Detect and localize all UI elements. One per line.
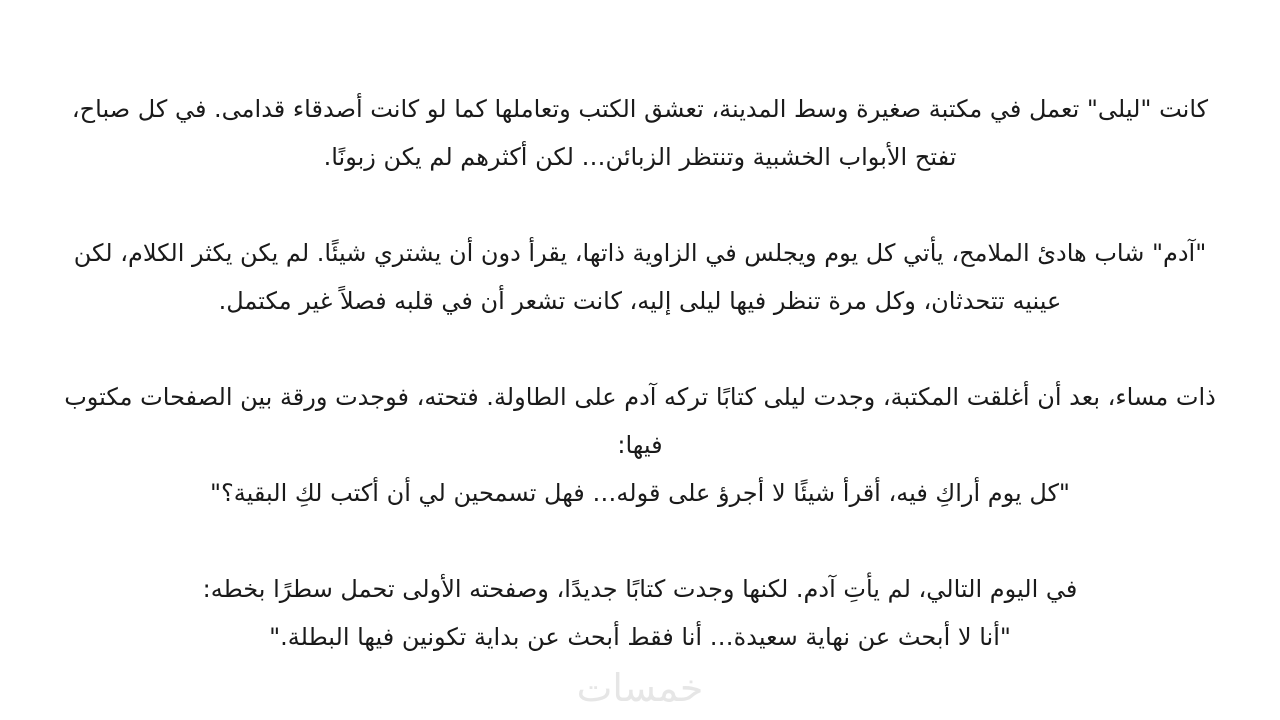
paragraph-3-line-1: ذات مساء، بعد أن أغلقت المكتبة، وجدت ليلى كتابًا تركه آدم على الطاولة. فتحته، فوجدت ورقة بين الصفحات مكتوب: [64, 383, 1216, 411]
paragraph-3: [20, 373, 1260, 517]
paragraph-3-line-3: "كل يوم أراكِ فيه، أقرأ شيئًا لا أجرؤ على قوله… فهل تسمحين لي أن أكتب لكِ البقية؟": [210, 479, 1070, 507]
paragraph-2-line-1: "آدم" شاب هادئ الملامح، يأتي كل يوم ويجلس في الزاوية ذاتها، يقرأ دون أن يشتري شيئًا. لم يكن يكثر الكلام، لكن: [73, 239, 1207, 267]
paragraph-4: [20, 565, 1260, 661]
paragraph-2: [20, 229, 1260, 325]
paragraph-1: [20, 85, 1260, 181]
story-text: [20, 85, 1260, 709]
paragraph-4-line-2: "أنا لا أبحث عن نهاية سعيدة… أنا فقط أبحث عن بداية تكونين فيها البطلة.": [269, 623, 1011, 651]
paragraph-3-line-2: فيها:: [617, 431, 663, 459]
paragraph-4-line-1: في اليوم التالي، لم يأتِ آدم. لكنها وجدت كتابًا جديدًا، وصفحته الأولى تحمل سطرًا بخطه:: [202, 575, 1078, 603]
paragraph-1-line-1: كانت "ليلى" تعمل في مكتبة صغيرة وسط المدينة، تعشق الكتب وتعاملها كما لو كانت أصدقاء قدامى. في كل صباح،: [71, 95, 1209, 123]
watermark-logo: خمسات: [576, 666, 704, 710]
paragraph-1-line-2: تفتح الأبواب الخشبية وتنتظر الزبائن… لكن أكثرهم لم يكن زبونًا.: [323, 143, 957, 171]
paragraph-2-line-2: عينيه تتحدثان، وكل مرة تنظر فيها ليلى إليه، كانت تشعر أن في قلبه فصلاً غير مكتمل.: [218, 287, 1062, 315]
